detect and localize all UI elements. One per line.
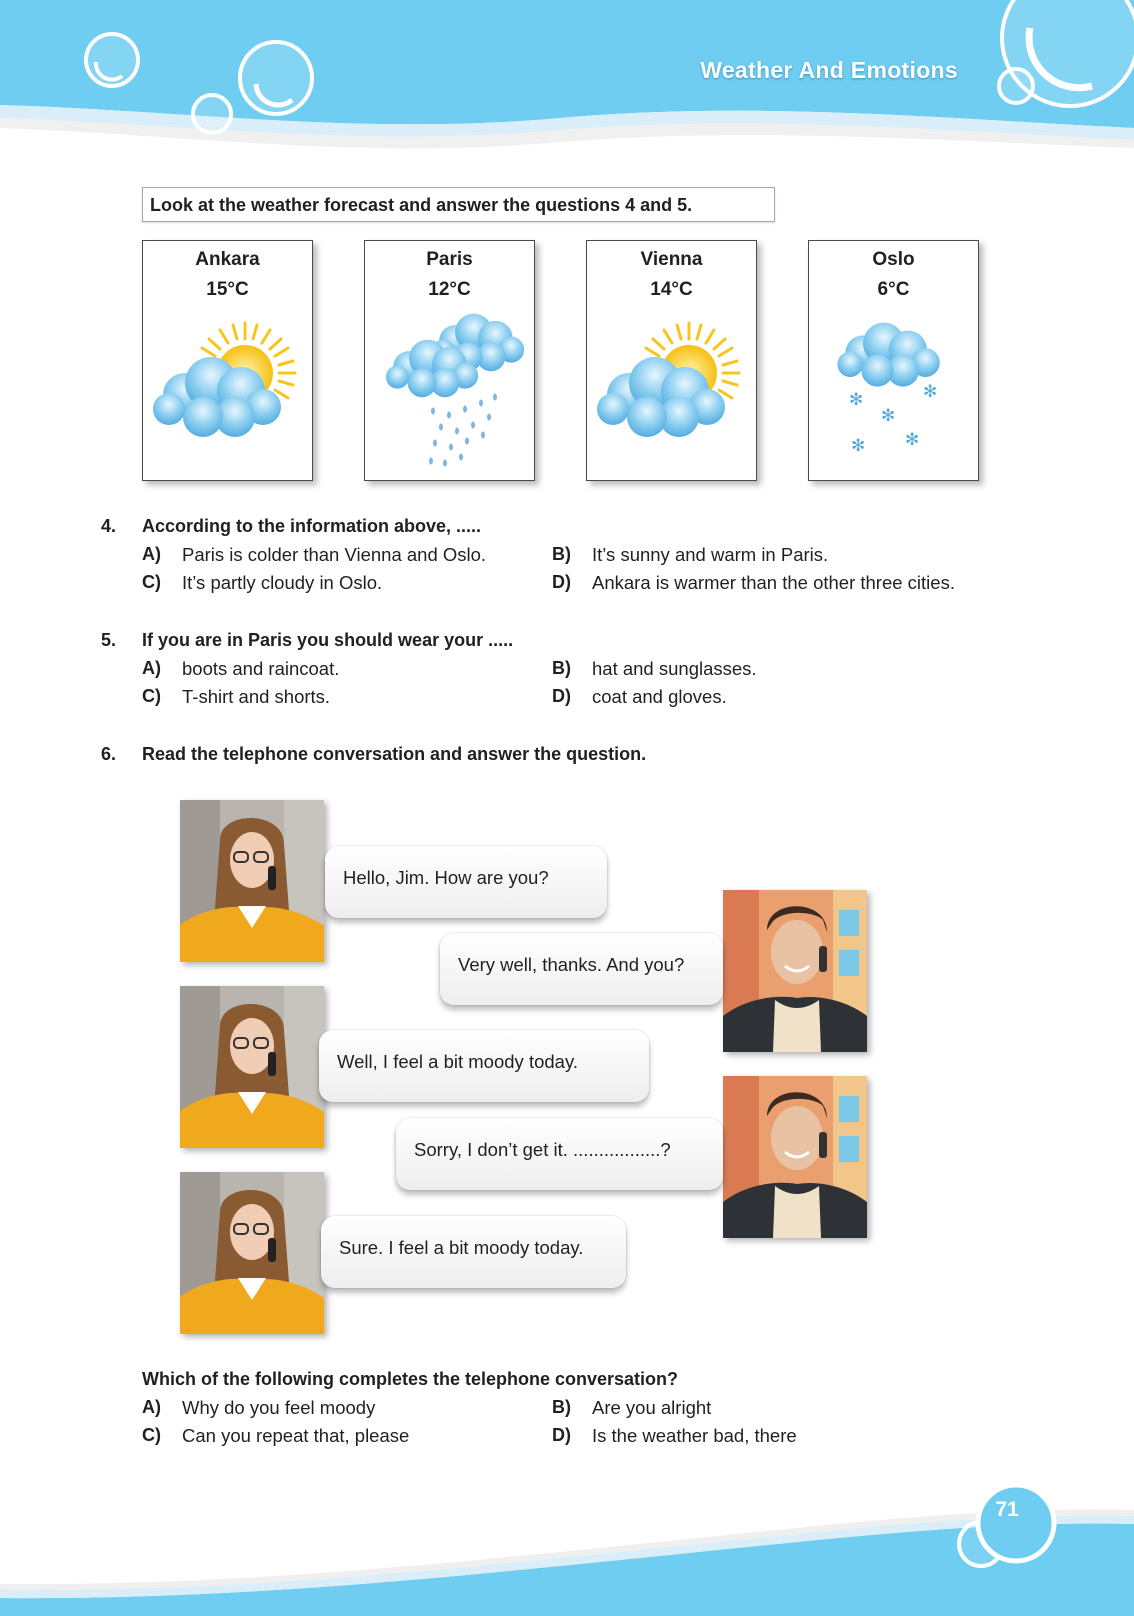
option-letter: D) xyxy=(552,1425,571,1445)
option-letter: B) xyxy=(552,658,571,678)
sun-behind-cloud-icon xyxy=(143,311,314,481)
speech-bubble-boy xyxy=(440,933,723,1005)
option-text[interactable]: coat and gloves. xyxy=(592,686,727,707)
header-wave-banner xyxy=(0,0,1134,170)
snow-cloud-icon xyxy=(809,311,980,481)
bubble-decor-icon xyxy=(999,69,1033,103)
sun-behind-cloud-icon xyxy=(587,311,758,481)
option-text[interactable]: Is the weather bad, there xyxy=(592,1425,797,1446)
city-temperature: 14°C xyxy=(650,279,693,300)
girl-on-phone-photo xyxy=(180,986,324,1148)
option-letter: D) xyxy=(552,686,571,706)
option-letter: B) xyxy=(552,1397,571,1417)
svg-text:✻: ✻ xyxy=(923,382,938,402)
question-6-text: Read the telephone conversation and answer the question. xyxy=(142,744,647,764)
speech-bubble-girl xyxy=(325,846,607,918)
option-text[interactable]: It’s sunny and warm in Paris. xyxy=(592,544,829,565)
option-letter: A) xyxy=(142,544,161,564)
city-name: Oslo xyxy=(872,249,915,270)
speech-text: Very well, thanks. And you? xyxy=(458,954,685,975)
question-6-number: 6. xyxy=(101,744,117,764)
option-letter: C) xyxy=(142,1425,161,1445)
girl-on-phone-photo xyxy=(180,800,324,962)
speech-text: Sure. I feel a bit moody today. xyxy=(339,1237,584,1258)
chapter-title: Weather And Emotions xyxy=(700,57,958,83)
question-5-number: 5. xyxy=(101,630,117,650)
svg-text:✻: ✻ xyxy=(851,436,866,456)
option-text[interactable]: Why do you feel moody xyxy=(182,1397,376,1418)
forecast-instruction: Look at the weather forecast and answer the questions 4 and 5. xyxy=(142,187,775,222)
svg-text:✻: ✻ xyxy=(881,406,896,426)
forecast-card-oslo xyxy=(808,240,979,481)
speech-bubble-girl xyxy=(319,1030,649,1102)
girl-on-phone-photo xyxy=(180,1172,324,1334)
boy-on-phone-photo xyxy=(723,890,867,1052)
city-temperature: 6°C xyxy=(877,279,910,300)
forecast-card-paris xyxy=(364,240,535,481)
boy-on-phone-photo xyxy=(723,1076,867,1238)
option-letter: A) xyxy=(142,1397,161,1417)
speech-bubble-girl xyxy=(321,1216,626,1288)
svg-text:✻: ✻ xyxy=(849,390,864,410)
svg-text:✻: ✻ xyxy=(905,430,920,450)
city-name: Paris xyxy=(426,249,473,270)
city-temperature: 12°C xyxy=(428,279,471,300)
rain-clouds-icon xyxy=(365,311,536,481)
question-4-text: According to the information above, ..... xyxy=(142,516,482,536)
speech-text: Sorry, I don’t get it. .................? xyxy=(414,1139,671,1160)
option-text[interactable]: Ankara is warmer than the other three cities. xyxy=(592,572,955,593)
option-letter: A) xyxy=(142,658,161,678)
option-text[interactable]: boots and raincoat. xyxy=(182,658,340,679)
option-text[interactable]: It’s partly cloudy in Oslo. xyxy=(182,572,383,593)
city-name: Ankara xyxy=(195,249,260,270)
option-text[interactable]: T-shirt and shorts. xyxy=(182,686,331,707)
option-letter: D) xyxy=(552,572,571,592)
forecast-card-ankara xyxy=(142,240,313,481)
forecast-card-vienna xyxy=(586,240,757,481)
question-6-prompt: Which of the following completes the telephone conversation? xyxy=(142,1369,679,1389)
option-text[interactable]: Are you alright xyxy=(592,1397,712,1418)
footer-wave-banner xyxy=(0,1450,1134,1616)
page-number-bubble-icon xyxy=(978,1485,1054,1561)
option-text[interactable]: Paris is colder than Vienna and Oslo. xyxy=(182,544,487,565)
question-4-number: 4. xyxy=(101,516,117,536)
speech-text: Well, I feel a bit moody today. xyxy=(337,1051,578,1072)
question-5-text: If you are in Paris you should wear your ..... xyxy=(142,630,514,650)
option-letter: C) xyxy=(142,572,161,592)
option-text[interactable]: Can you repeat that, please xyxy=(182,1425,410,1446)
bubble-decor-icon xyxy=(193,95,231,133)
option-letter: C) xyxy=(142,686,161,706)
option-text[interactable]: hat and sunglasses. xyxy=(592,658,757,679)
city-temperature: 15°C xyxy=(206,279,249,300)
page-number: 71 xyxy=(995,1498,1019,1521)
city-name: Vienna xyxy=(640,249,703,270)
speech-text: Hello, Jim. How are you? xyxy=(343,867,549,888)
speech-bubble-boy xyxy=(396,1118,723,1190)
option-letter: B) xyxy=(552,544,571,564)
